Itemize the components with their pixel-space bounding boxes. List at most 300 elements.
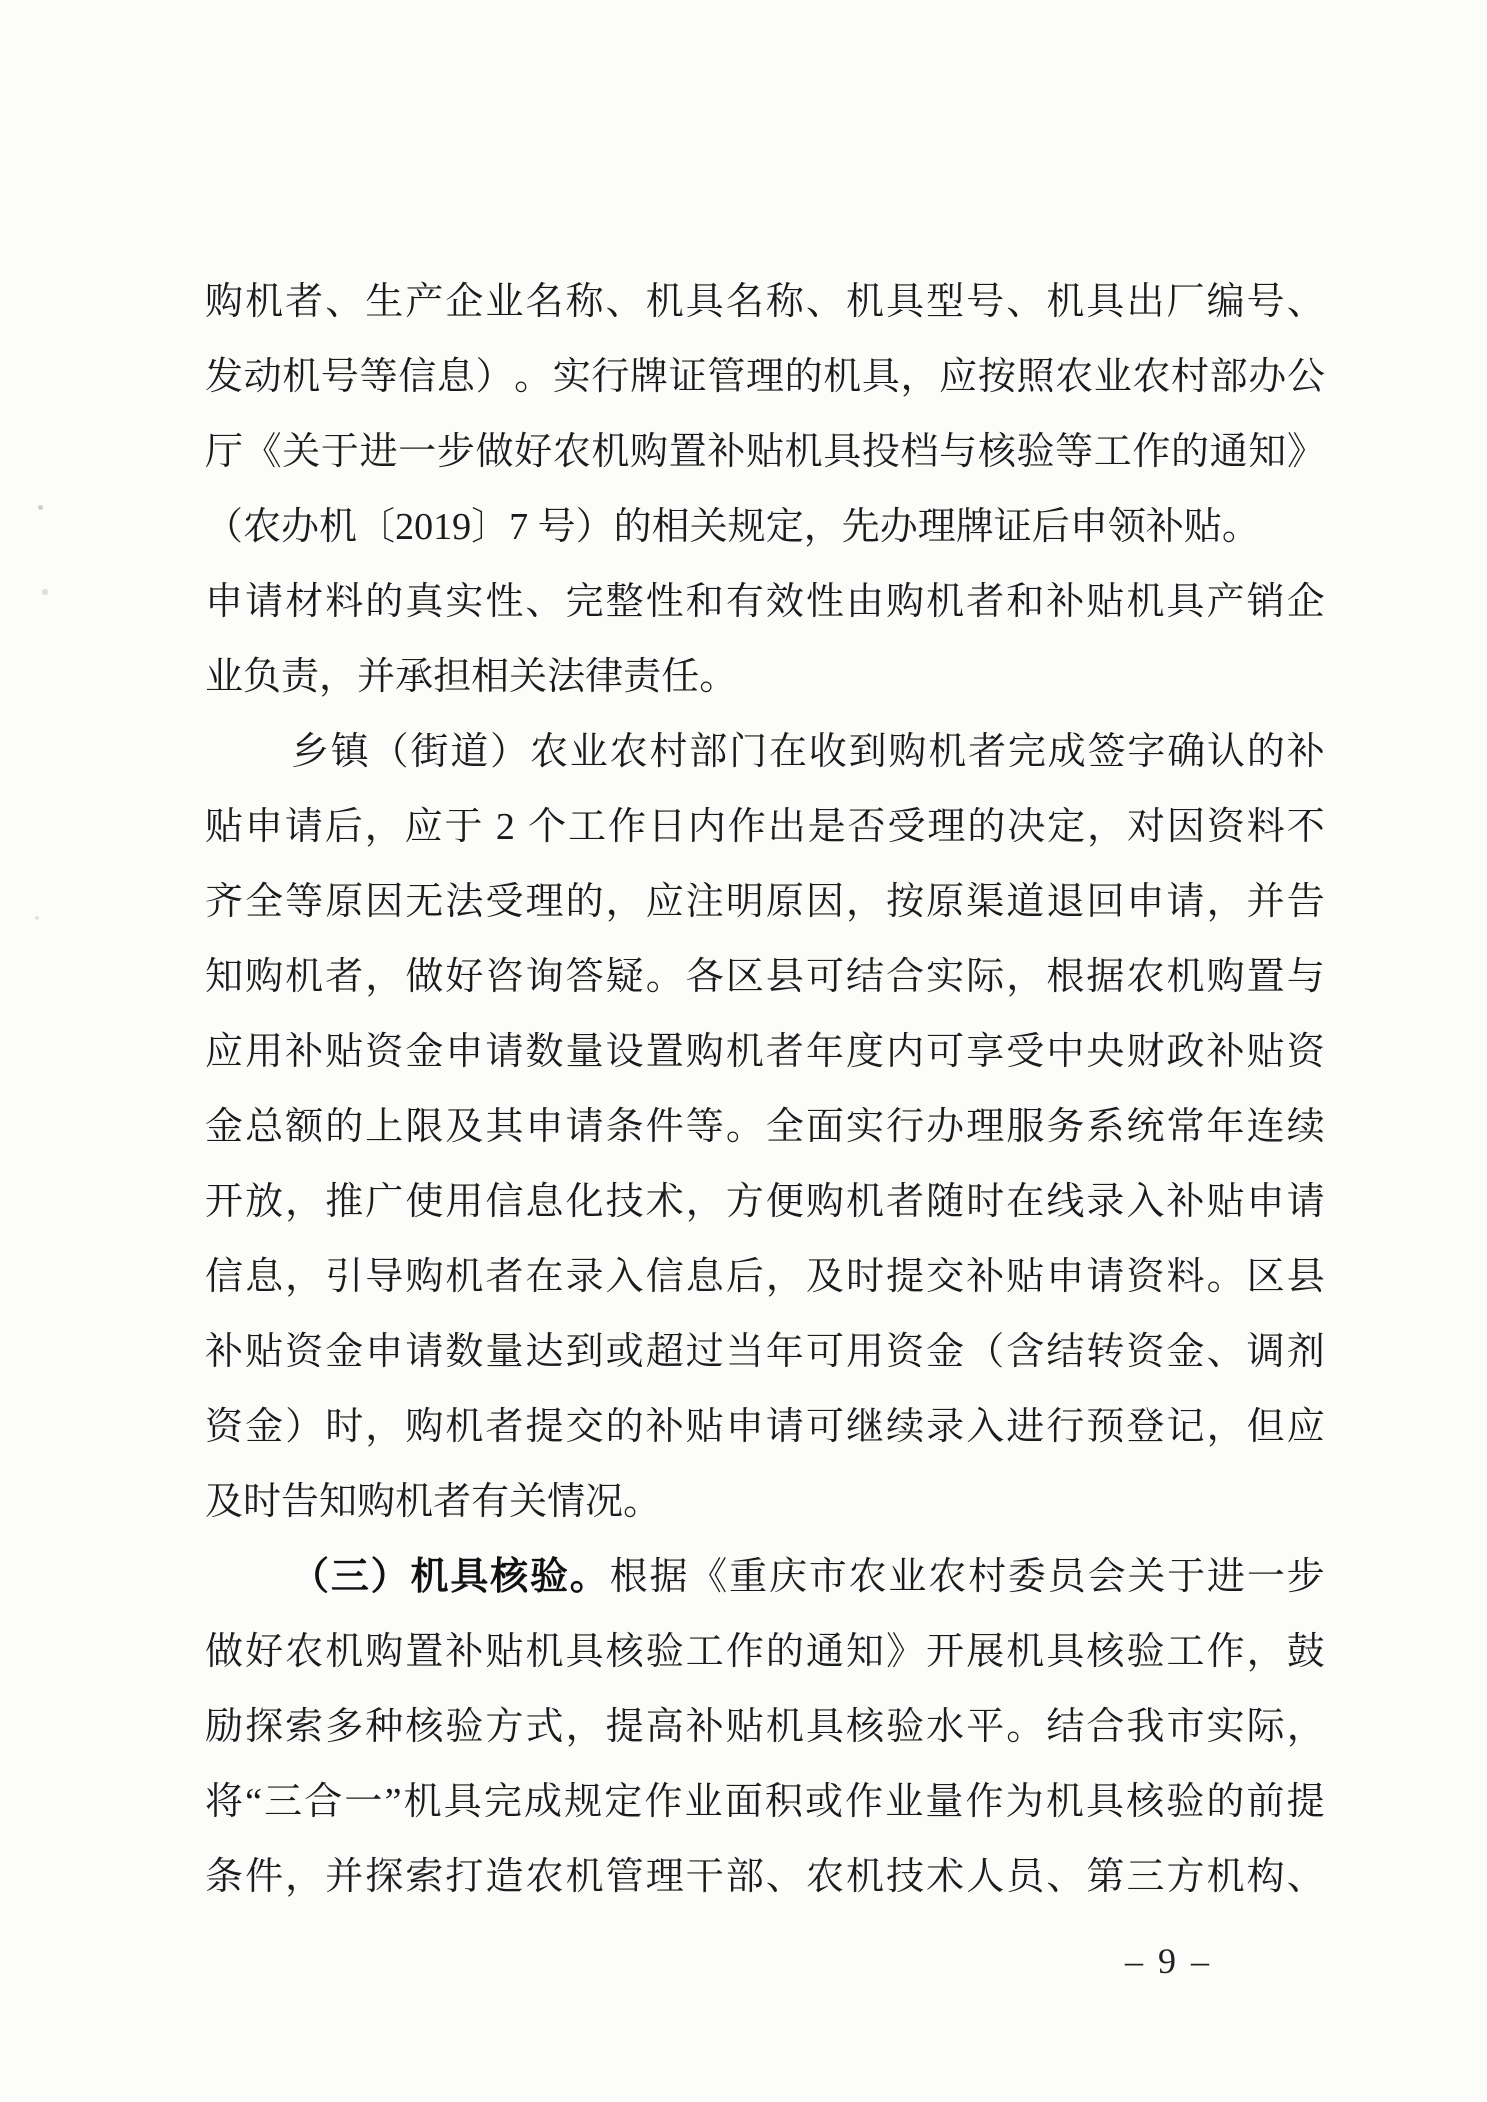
- character: 方: [485, 1705, 524, 1748]
- character: 机: [245, 280, 284, 323]
- character: 展: [966, 1630, 1005, 1673]
- character: 者: [325, 955, 364, 998]
- character: 因: [805, 880, 844, 923]
- character: 〔: [357, 505, 396, 548]
- character: 企: [1286, 580, 1325, 623]
- character: 机: [765, 1705, 804, 1748]
- character: 具: [565, 1630, 604, 1673]
- character: 作: [965, 1780, 1004, 1823]
- character: 于: [320, 430, 359, 473]
- character: 行: [886, 1105, 925, 1148]
- character: 定: [765, 505, 804, 548]
- character: 到: [848, 730, 887, 773]
- character: 总: [245, 1105, 284, 1148]
- character: 额: [285, 1105, 324, 1148]
- character: 在: [768, 730, 807, 773]
- character: 部: [689, 730, 728, 773]
- character: 实: [552, 355, 591, 398]
- character: 造: [485, 1855, 524, 1898]
- text-line: [205, 339, 1325, 414]
- character: 资: [365, 1030, 404, 1073]
- character: 资: [285, 1330, 324, 1373]
- character: 号: [537, 505, 576, 548]
- character: 理: [645, 1855, 684, 1898]
- character: 做: [205, 1630, 244, 1673]
- character: 庆: [768, 1555, 807, 1598]
- text-line: [205, 564, 1325, 639]
- character: 会: [1087, 1555, 1126, 1598]
- character: 索: [285, 1705, 324, 1748]
- character: 打: [445, 1855, 484, 1898]
- bold-character: 核: [490, 1555, 529, 1598]
- character: 的: [784, 355, 823, 398]
- character: 、: [1286, 1855, 1325, 1898]
- character: 服: [1006, 1105, 1045, 1148]
- character: [484, 808, 494, 846]
- character: 牌: [955, 505, 994, 548]
- character: 购: [1206, 955, 1245, 998]
- character: 公: [1286, 355, 1325, 398]
- character: 核: [1126, 1780, 1165, 1823]
- character: 况: [585, 1480, 624, 1523]
- character: 照: [1016, 355, 1055, 398]
- character: 。: [1206, 1255, 1245, 1298]
- character: 道: [1006, 880, 1045, 923]
- character: 作: [727, 805, 766, 848]
- character: 年: [765, 1330, 804, 1373]
- character: 转: [1086, 1330, 1125, 1373]
- character: 用: [245, 1030, 284, 1073]
- character: 认: [1207, 730, 1246, 773]
- character: 积: [764, 1780, 803, 1823]
- character: 者: [765, 1030, 804, 1073]
- character: 购: [888, 730, 927, 773]
- character: 件: [245, 1855, 284, 1898]
- character: 作: [644, 1780, 683, 1823]
- character: 具: [886, 280, 925, 323]
- character: 具: [443, 1780, 482, 1823]
- character: 机: [395, 1480, 434, 1523]
- character: 的: [365, 580, 404, 623]
- character: 用: [445, 1180, 484, 1223]
- character: 量: [485, 1330, 524, 1373]
- character: 进: [359, 430, 398, 473]
- text-line: [205, 264, 1325, 339]
- character: 内: [687, 805, 726, 848]
- character: 续: [886, 1405, 925, 1448]
- scan-speck: [38, 505, 43, 510]
- character: 随: [926, 1180, 965, 1223]
- character: 的: [565, 880, 604, 923]
- character: ）: [575, 505, 614, 548]
- character: 但: [1246, 1405, 1285, 1448]
- character: 理: [525, 880, 564, 923]
- character: 完: [1007, 730, 1046, 773]
- character: 的: [613, 505, 652, 548]
- character: ，: [365, 1405, 404, 1448]
- character: 《: [689, 1555, 728, 1598]
- character: 证: [668, 355, 707, 398]
- character: 街: [410, 730, 449, 773]
- character: 市: [1166, 1705, 1205, 1748]
- character: 置: [1246, 955, 1285, 998]
- character: 及: [805, 1255, 844, 1298]
- character: 1: [433, 505, 453, 548]
- character: ）: [490, 730, 529, 773]
- character: 购: [805, 1180, 844, 1223]
- character: 第: [1086, 1855, 1125, 1898]
- character: 预: [1086, 1405, 1125, 1448]
- character: 、: [1286, 280, 1325, 323]
- character: 实: [846, 1105, 885, 1148]
- character: 者: [433, 1480, 472, 1523]
- character: 法: [445, 880, 484, 923]
- character: 机: [282, 355, 321, 398]
- character: 数: [525, 1030, 564, 1073]
- character: 贴: [1246, 1030, 1285, 1073]
- character: 好: [245, 1630, 284, 1673]
- character: 材: [285, 580, 324, 623]
- character: 息: [525, 1180, 564, 1223]
- character: ，: [846, 880, 885, 923]
- character: 构: [1246, 1855, 1285, 1898]
- character: 导: [365, 1255, 404, 1298]
- character: 者: [285, 280, 324, 323]
- character: 应: [939, 355, 978, 398]
- text-line: [205, 1014, 1325, 1089]
- character: 业: [888, 1555, 927, 1598]
- character: 请: [765, 1405, 804, 1448]
- character: 核: [405, 1705, 444, 1748]
- character: 据: [1086, 955, 1125, 998]
- text-line: [205, 1689, 1325, 1764]
- character: 补: [205, 1330, 244, 1373]
- character: 并: [325, 1855, 364, 1898]
- character: 县: [765, 955, 804, 998]
- character: 时: [243, 1480, 282, 1523]
- character: 的: [967, 805, 1006, 848]
- character: 投: [861, 430, 900, 473]
- character: 承: [395, 655, 434, 698]
- character: 购: [365, 1630, 404, 1673]
- character: 成: [1047, 730, 1086, 773]
- character: 为: [1005, 1780, 1044, 1823]
- character: 部: [725, 1855, 764, 1898]
- character: 开: [926, 1630, 965, 1673]
- character: 是: [807, 805, 846, 848]
- character: 工: [685, 1630, 724, 1673]
- character: 等: [685, 1105, 724, 1148]
- character: （: [370, 730, 409, 773]
- character: 息: [436, 355, 475, 398]
- character: 推: [325, 1180, 364, 1223]
- character: 规: [727, 505, 766, 548]
- character: 机: [1045, 1780, 1084, 1823]
- character: 原: [926, 880, 965, 923]
- text-line: [205, 414, 1325, 489]
- character: 申: [445, 1030, 484, 1073]
- character: 担: [433, 655, 472, 698]
- character: 具: [805, 1705, 844, 1748]
- character: 注: [685, 880, 724, 923]
- character: 机: [445, 1255, 484, 1298]
- character: 理: [966, 1105, 1005, 1148]
- character: 干: [685, 1855, 724, 1898]
- character: 水: [926, 1705, 965, 1748]
- character: 记: [1166, 1405, 1205, 1448]
- character: 收: [808, 730, 847, 773]
- character: 资: [1286, 1030, 1325, 1073]
- character: 机: [1126, 580, 1165, 623]
- character: 便: [765, 1180, 804, 1223]
- character: ，: [1087, 805, 1126, 848]
- character: 区: [725, 955, 764, 998]
- character: 并: [1246, 880, 1285, 923]
- character: 时: [846, 1255, 885, 1298]
- bold-character: 三: [330, 1555, 369, 1598]
- character: 个: [528, 805, 567, 848]
- character: 企: [445, 280, 484, 323]
- character: 线: [1046, 1180, 1085, 1223]
- character: 确: [1167, 730, 1206, 773]
- character: 律: [585, 655, 624, 698]
- character: 信: [205, 1255, 244, 1298]
- character: 重: [729, 1555, 768, 1598]
- character: 入: [605, 1255, 644, 1298]
- character: 厅: [205, 430, 244, 473]
- character: 作: [1206, 1630, 1245, 1673]
- character: 条: [605, 1105, 644, 1148]
- character: 。: [514, 355, 553, 398]
- character: 机: [846, 1855, 885, 1898]
- character: 我: [1126, 1705, 1165, 1748]
- character: 补: [966, 1255, 1005, 1298]
- character: 根: [609, 1555, 648, 1598]
- character: 委: [1007, 1555, 1046, 1598]
- character: ）: [475, 355, 514, 398]
- character: 农: [529, 730, 568, 773]
- character: 原: [325, 880, 364, 923]
- character: 作: [725, 1630, 764, 1673]
- character: 三: [1126, 1855, 1165, 1898]
- character: 情: [547, 1480, 586, 1523]
- character: 技: [605, 1180, 644, 1223]
- character: 其: [485, 1105, 524, 1148]
- character: 各: [685, 955, 724, 998]
- character: （: [205, 505, 244, 548]
- character: 条: [205, 1855, 244, 1898]
- character: 通: [1209, 430, 1248, 473]
- character: 通: [805, 1630, 844, 1673]
- character: 置: [405, 1630, 444, 1673]
- character: 核: [977, 430, 1016, 473]
- character: 信: [645, 1255, 684, 1298]
- character: 名: [725, 280, 764, 323]
- character: 交: [565, 1405, 604, 1448]
- character: 前: [1246, 1780, 1285, 1823]
- character: 关: [282, 430, 321, 473]
- character: 9: [452, 505, 472, 548]
- character: 方: [725, 1180, 764, 1223]
- character: 。: [645, 955, 684, 998]
- character: 请: [1166, 880, 1205, 923]
- character: 部: [1209, 355, 1248, 398]
- character: ，: [319, 655, 358, 698]
- character: 农: [609, 730, 648, 773]
- character: 办: [926, 1105, 965, 1148]
- character: 完: [565, 580, 604, 623]
- character: 机: [403, 1780, 442, 1823]
- text-line: [205, 864, 1325, 939]
- character: 好: [445, 955, 484, 998]
- character: 农: [848, 1555, 887, 1598]
- character: 及: [445, 1105, 484, 1148]
- character: 申: [1046, 1255, 1085, 1298]
- character: 全: [765, 1105, 804, 1148]
- character: 购: [685, 1030, 724, 1073]
- character: 购: [886, 580, 925, 623]
- character: 农: [285, 1630, 324, 1673]
- character: 、: [765, 1855, 804, 1898]
- character: 享: [966, 1030, 1005, 1073]
- character: 、: [1006, 280, 1045, 323]
- character: 申: [1126, 880, 1165, 923]
- character: 。: [1006, 1705, 1045, 1748]
- character: 任: [661, 655, 700, 698]
- character: 办: [281, 505, 320, 548]
- character: 称: [565, 280, 604, 323]
- character: 的: [765, 1630, 804, 1673]
- character: 成: [523, 1780, 562, 1823]
- character: 与: [939, 430, 978, 473]
- character: 名: [525, 280, 564, 323]
- character: 贴: [485, 1630, 524, 1673]
- character: “: [245, 1780, 263, 1823]
- text-line: [205, 1089, 1325, 1164]
- character: 咨: [485, 955, 524, 998]
- character: 办: [1248, 355, 1287, 398]
- text-line: [205, 1839, 1325, 1914]
- character: 录: [926, 1405, 965, 1448]
- character: 申: [365, 1330, 404, 1373]
- character: 开: [205, 1180, 244, 1223]
- character: 步: [1286, 1555, 1325, 1598]
- character: 可: [805, 955, 844, 998]
- character: 作: [1132, 430, 1171, 473]
- character: 者: [485, 1255, 524, 1298]
- character: 答: [565, 955, 604, 998]
- character: 际: [966, 955, 1005, 998]
- character: 将: [205, 1780, 244, 1823]
- character: 称: [765, 280, 804, 323]
- character: 贴: [1006, 1255, 1045, 1298]
- character: 农: [243, 505, 282, 548]
- character: ，: [1206, 880, 1245, 923]
- character: 等: [285, 880, 324, 923]
- character: 信: [398, 355, 437, 398]
- character: 可: [805, 1405, 844, 1448]
- character: 资: [1126, 1330, 1165, 1373]
- character: 应: [205, 1030, 244, 1073]
- character: 具: [1085, 1780, 1124, 1823]
- character: 置: [645, 1030, 684, 1073]
- character: 农: [805, 1855, 844, 1898]
- text-line: [205, 1539, 1325, 1614]
- character: 应: [645, 880, 684, 923]
- character: 面: [805, 1105, 844, 1148]
- bold-character: 。: [569, 1555, 608, 1598]
- character: 索: [405, 1855, 444, 1898]
- document-lines: [205, 264, 1325, 1914]
- character: 限: [405, 1105, 444, 1148]
- character: 验: [886, 1705, 925, 1748]
- character: 齐: [205, 880, 244, 923]
- character: 鼓: [1286, 1630, 1325, 1673]
- character: 超: [645, 1330, 684, 1373]
- character: 定: [604, 1780, 643, 1823]
- character: 规: [564, 1780, 603, 1823]
- character: ）: [285, 1405, 324, 1448]
- character: 放: [245, 1180, 284, 1223]
- character: 结: [1046, 1330, 1085, 1373]
- character: 入: [966, 1405, 1005, 1448]
- character: ，: [1206, 1405, 1245, 1448]
- character: 管: [707, 355, 746, 398]
- character: 做: [475, 430, 514, 473]
- character: ，: [1246, 1630, 1285, 1673]
- character: 牌: [630, 355, 669, 398]
- character: 据: [649, 1555, 688, 1598]
- text-line: [205, 1464, 1325, 1539]
- character: 无: [405, 880, 444, 923]
- character: 领: [1107, 505, 1146, 548]
- character: 实: [445, 580, 484, 623]
- character: 贴: [245, 1330, 284, 1373]
- character: 金: [405, 1030, 444, 1073]
- character: 者: [886, 1180, 925, 1223]
- character: 作: [845, 1780, 884, 1823]
- character: 一: [398, 430, 437, 473]
- character: 系: [1086, 1105, 1125, 1148]
- character: （: [966, 1330, 1005, 1373]
- character: 料: [1246, 805, 1285, 848]
- character: 理: [917, 505, 956, 548]
- character: 核: [846, 1705, 885, 1748]
- character: 并: [357, 655, 396, 698]
- character: 资: [205, 1405, 244, 1448]
- character: 结: [846, 955, 885, 998]
- character: 因: [365, 880, 404, 923]
- character: 机: [823, 355, 862, 398]
- character: 后: [1031, 505, 1070, 548]
- character: 机: [645, 280, 684, 323]
- scan-speck: [35, 916, 39, 920]
- text-line: [205, 1614, 1325, 1689]
- character: 相: [471, 655, 510, 698]
- character: 务: [1046, 1105, 1085, 1148]
- character: 进: [1006, 1405, 1045, 1448]
- character: 金: [1166, 1330, 1205, 1373]
- character: 回: [1086, 880, 1125, 923]
- character: 息: [245, 1255, 284, 1298]
- character: 办: [879, 505, 918, 548]
- character: 日: [647, 805, 686, 848]
- character: 、: [325, 280, 364, 323]
- character: 合: [304, 1780, 343, 1823]
- character: 村: [649, 730, 688, 773]
- character: 化: [565, 1180, 604, 1223]
- character: 机: [591, 430, 630, 473]
